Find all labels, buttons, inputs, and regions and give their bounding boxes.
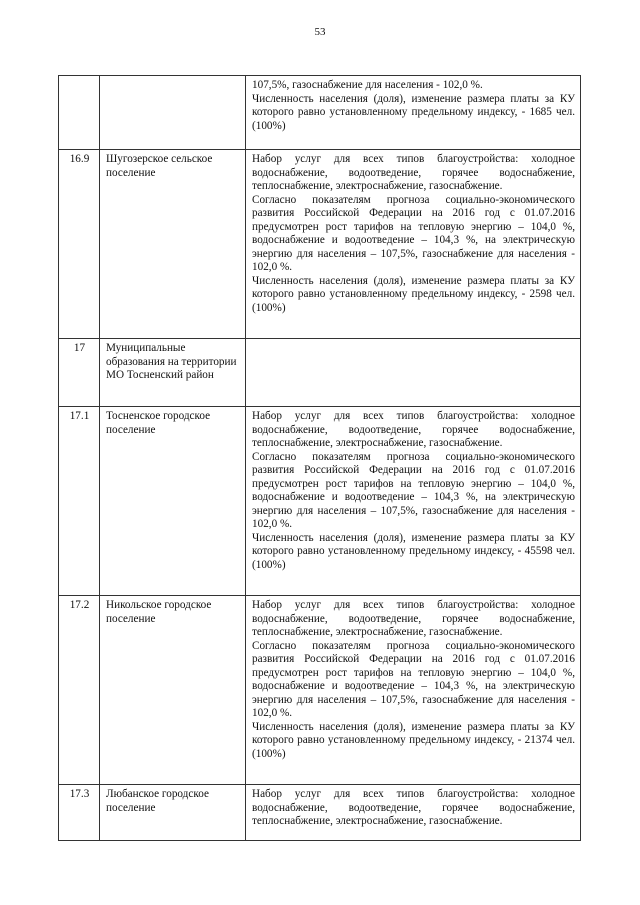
row-number: 17.2 <box>59 596 100 785</box>
municipal-services-table <box>58 75 581 841</box>
page-number: 53 <box>314 26 326 38</box>
municipality-name <box>100 76 246 150</box>
table-row <box>59 339 581 407</box>
description-paragraph: Численность населения (доля), изменение размера платы за КУ которого равно установленному предельному индексу, - 45598 чел. (100%) <box>252 531 575 571</box>
municipality-name: Шугозерское сельское поселение <box>100 150 246 339</box>
table-row <box>59 407 581 596</box>
row-number <box>59 76 100 150</box>
row-description <box>246 150 581 339</box>
row-number: 17 <box>59 339 100 407</box>
row-description <box>246 596 581 785</box>
description-paragraph: Численность населения (доля), изменение размера платы за КУ которого равно установленному предельному индексу, - 2598 чел. (100%) <box>252 274 575 314</box>
row-description <box>246 785 581 841</box>
table-row <box>59 596 581 785</box>
description-paragraph: Согласно показателям прогноза социально-экономического развития Российской Федерации на 2016 год с 01.07.2016 предусмотрен рост тарифов на тепловую энергию – 104,0 %, водоснабжение и водоотведение – 104,3 %, на электрическую энергию для населения – 107,5%, газоснабжение для населения - 102,0 %. <box>252 193 575 273</box>
municipality-name: Муниципальные образования на территории МО Тосненский район <box>100 339 246 407</box>
description-paragraph: Численность населения (доля), изменение размера платы за КУ которого равно установленному предельному индексу, - 21374 чел. (100%) <box>252 720 575 760</box>
description-paragraph: Набор услуг для всех типов благоустройства: холодное водоснабжение, водоотведение, горячее водоснабжение, теплоснабжение, электроснабжение, газоснабжение. <box>252 410 575 449</box>
row-number: 17.1 <box>59 407 100 596</box>
municipality-name: Тосненское городское поселение <box>100 407 246 596</box>
row-description <box>246 407 581 596</box>
row-description <box>246 339 581 407</box>
municipality-name: Любанское городское поселение <box>100 785 246 841</box>
table-row <box>59 150 581 339</box>
row-number: 17.3 <box>59 785 100 841</box>
description-paragraph: 107,5%, газоснабжение для населения - 102,0 %. <box>252 79 483 91</box>
description-paragraph: Набор услуг для всех типов благоустройства: холодное водоснабжение, водоотведение, горячее водоснабжение, теплоснабжение, электроснабжение, газоснабжение. <box>252 153 575 192</box>
description-paragraph: Согласно показателям прогноза социально-экономического развития Российской Федерации на 2016 год с 01.07.2016 предусмотрен рост тарифов на тепловую энергию – 104,0 %, водоснабжение и водоотведение – 104,3 %, на электрическую энергию для населения – 107,5%, газоснабжение для населения - 102,0 %. <box>252 639 575 719</box>
description-paragraph: Набор услуг для всех типов благоустройства: холодное водоснабжение, водоотведение, горячее водоснабжение, теплоснабжение, электроснабжение, газоснабжение. <box>252 599 575 638</box>
description-paragraph: Набор услуг для всех типов благоустройства: холодное водоснабжение, водоотведение, горячее водоснабжение, теплоснабжение, электроснабжение, газоснабжение. <box>252 788 575 827</box>
description-paragraph: Согласно показателям прогноза социально-экономического развития Российской Федерации на 2016 год с 01.07.2016 предусмотрен рост тарифов на тепловую энергию – 104,0 %, водоснабжение и водоотведение – 104,3 %, на электрическую энергию для населения – 107,5%, газоснабжение для населения - 102,0 %. <box>252 450 575 530</box>
table-row <box>59 76 581 150</box>
row-number: 16.9 <box>59 150 100 339</box>
municipality-name: Никольское городское поселение <box>100 596 246 785</box>
table-row <box>59 785 581 841</box>
row-description <box>246 76 581 150</box>
description-paragraph: Численность населения (доля), изменение размера платы за КУ которого равно установленному предельному индексу, - 1685 чел. (100%) <box>252 92 575 132</box>
